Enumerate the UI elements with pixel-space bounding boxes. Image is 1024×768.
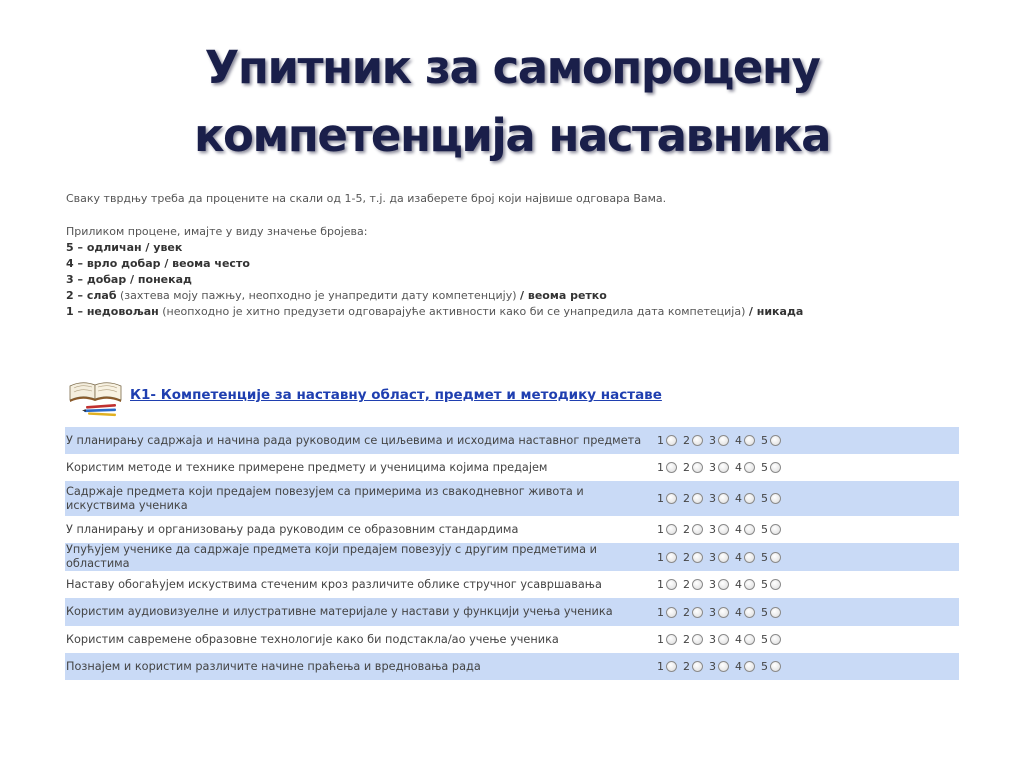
rating-number: 2 [683, 633, 690, 646]
rating-options [657, 434, 787, 447]
table-row [65, 427, 959, 454]
rating-options [657, 606, 787, 619]
rating-number: 1 [657, 605, 664, 619]
rating-option[interactable] [735, 492, 755, 505]
question-text: Користим методе и технике примерене предмету и ученицима којима предајем [66, 460, 548, 474]
book-with-pens-icon [66, 372, 126, 418]
rating-radio[interactable] [744, 607, 755, 618]
rating-radio[interactable] [692, 524, 703, 535]
rating-option[interactable] [761, 492, 781, 505]
section-header [66, 372, 766, 418]
rating-number: 4 [735, 523, 742, 536]
rating-number: 1 [657, 492, 664, 505]
question-text: Садржаје предмета који предајем повезујем са примерима из свакодневног живота и искуствима ученика [66, 484, 584, 512]
rating-radio[interactable] [770, 435, 781, 446]
rating-option[interactable] [683, 606, 703, 619]
rating-options [657, 578, 787, 591]
rating-option[interactable] [683, 633, 703, 646]
rating-option[interactable] [709, 434, 729, 447]
rating-option[interactable] [735, 551, 755, 564]
rating-options [657, 461, 787, 474]
rating-radio[interactable] [692, 607, 703, 618]
page-title-line-2: компетенција наставника [194, 109, 830, 162]
rating-number: 5 [761, 492, 768, 505]
rating-radio[interactable] [744, 552, 755, 563]
rating-radio[interactable] [770, 552, 781, 563]
rating-number: 1 [657, 523, 664, 536]
rating-number: 3 [709, 461, 716, 474]
rating-option[interactable] [761, 551, 781, 564]
rating-option[interactable] [683, 461, 703, 474]
rating-options [657, 633, 787, 646]
rating-radio[interactable] [718, 524, 729, 535]
rating-option[interactable] [683, 578, 703, 591]
scale-legend [66, 240, 966, 320]
rating-radio[interactable] [744, 493, 755, 504]
instruction-text: Сваку тврдњу треба да процените на скали од 1-5, т.ј. да изаберете број који највише одговара Вама. [66, 192, 667, 205]
rating-option[interactable] [657, 492, 677, 505]
rating-option[interactable] [709, 660, 729, 673]
rating-option[interactable] [761, 606, 781, 619]
rating-options [657, 523, 787, 536]
question-text: Упућујем ученике да садржаје предмета који предајем повезују с другим предметима и областима [66, 543, 597, 570]
rating-radio[interactable] [718, 435, 729, 446]
rating-option[interactable] [761, 578, 781, 591]
rating-radio[interactable] [666, 634, 677, 645]
rating-radio[interactable] [770, 462, 781, 473]
rating-number: 3 [709, 578, 716, 591]
scale-label: 5 – одличан / увек [66, 241, 183, 254]
table-row [65, 653, 959, 680]
rating-number: 3 [709, 660, 716, 673]
rating-number: 5 [761, 461, 768, 474]
rating-number: 4 [735, 492, 742, 505]
rating-option[interactable] [735, 660, 755, 673]
rating-option[interactable] [657, 633, 677, 646]
table-row [65, 516, 959, 543]
scale-frequency: / веома ретко [520, 289, 607, 302]
rating-number: 1 [657, 550, 664, 564]
rating-options [657, 492, 787, 505]
rating-number: 2 [683, 492, 690, 505]
rating-radio[interactable] [692, 579, 703, 590]
scale-item [66, 288, 966, 304]
table-row [65, 481, 959, 516]
rating-radio[interactable] [718, 661, 729, 672]
rating-option[interactable] [709, 606, 729, 619]
rating-option[interactable] [683, 660, 703, 673]
rating-number: 2 [683, 523, 690, 536]
table-row [65, 626, 959, 653]
table-row [65, 598, 959, 626]
rating-number: 1 [657, 578, 664, 591]
rating-radio[interactable] [666, 607, 677, 618]
rating-radio[interactable] [770, 661, 781, 672]
rating-option[interactable] [709, 523, 729, 536]
rating-radio[interactable] [692, 493, 703, 504]
page-title-line-1: Упитник за самопроцену [204, 41, 820, 94]
rating-option[interactable] [761, 633, 781, 646]
question-text: Познајем и користим различите начине праћења и вредновања рада [66, 659, 481, 673]
rating-number: 3 [709, 434, 716, 447]
question-text: У планирању садржаја и начина рада руководим се циљевима и исходима наставног предмета [66, 433, 642, 447]
rating-radio[interactable] [770, 607, 781, 618]
rating-number: 4 [735, 550, 742, 564]
rating-radio[interactable] [770, 634, 781, 645]
question-text: Користим аудиовизуелне и илустративне материјале у настави у функцији учења ученика [66, 605, 613, 618]
rating-number: 3 [709, 550, 716, 564]
rating-number: 4 [735, 578, 742, 591]
rating-radio[interactable] [744, 661, 755, 672]
rating-radio[interactable] [666, 435, 677, 446]
rating-radio[interactable] [718, 493, 729, 504]
rating-radio[interactable] [692, 634, 703, 645]
table-row [65, 571, 959, 598]
rating-number: 5 [761, 434, 768, 447]
rating-radio[interactable] [770, 579, 781, 590]
rating-number: 3 [709, 605, 716, 619]
question-text: Наставу обогаћујем искуствима стеченим кроз различите облике стручног усавршавања [66, 577, 602, 591]
scale-label: 4 – врло добар / веома често [66, 257, 250, 270]
rating-options [657, 660, 787, 673]
rating-option[interactable] [761, 523, 781, 536]
rating-options [657, 551, 787, 564]
instructions [66, 191, 966, 320]
table-row [65, 543, 959, 571]
rating-radio[interactable] [744, 579, 755, 590]
rating-option[interactable] [657, 461, 677, 474]
questionnaire-table [65, 427, 959, 680]
rating-option[interactable] [683, 434, 703, 447]
rating-radio[interactable] [770, 493, 781, 504]
rating-option[interactable] [657, 606, 677, 619]
rating-number: 2 [683, 434, 690, 447]
rating-radio[interactable] [718, 552, 729, 563]
rating-number: 4 [735, 461, 742, 474]
rating-option[interactable] [657, 551, 677, 564]
section-title-link[interactable]: К1- Компетенције за наставну област, предмет и методику наставе [130, 387, 662, 403]
rating-option[interactable] [709, 492, 729, 505]
rating-radio[interactable] [692, 661, 703, 672]
rating-number: 4 [735, 605, 742, 619]
question-text: Користим савремене образовне технологије како би подстакла/ао учење ученика [66, 632, 559, 646]
rating-number: 5 [761, 550, 768, 564]
rating-radio[interactable] [744, 462, 755, 473]
rating-number: 1 [657, 461, 664, 474]
rating-option[interactable] [683, 523, 703, 536]
rating-option[interactable] [761, 660, 781, 673]
question-text: У планирању и организовању рада руководим се образовним стандардима [66, 522, 519, 536]
rating-option[interactable] [761, 461, 781, 474]
table-row [65, 454, 959, 481]
rating-option[interactable] [657, 578, 677, 591]
rating-number: 1 [657, 633, 664, 646]
rating-number: 3 [709, 633, 716, 646]
rating-radio[interactable] [692, 435, 703, 446]
rating-number: 2 [683, 605, 690, 619]
rating-radio[interactable] [666, 661, 677, 672]
rating-option[interactable] [709, 578, 729, 591]
rating-option[interactable] [683, 551, 703, 564]
rating-option[interactable] [683, 492, 703, 505]
scale-label: 2 – слаб [66, 289, 117, 302]
rating-number: 2 [683, 660, 690, 673]
rating-number: 5 [761, 660, 768, 673]
rating-option[interactable] [735, 606, 755, 619]
rating-option[interactable] [709, 633, 729, 646]
rating-option[interactable] [709, 461, 729, 474]
rating-option[interactable] [735, 578, 755, 591]
rating-number: 2 [683, 461, 690, 474]
rating-radio[interactable] [666, 552, 677, 563]
rating-radio[interactable] [718, 462, 729, 473]
rating-radio[interactable] [666, 462, 677, 473]
rating-number: 4 [735, 660, 742, 673]
rating-number: 3 [709, 492, 716, 505]
rating-number: 2 [683, 578, 690, 591]
scale-label: 1 – недовољан [66, 305, 159, 318]
rating-radio[interactable] [718, 579, 729, 590]
rating-option[interactable] [761, 434, 781, 447]
rating-radio[interactable] [692, 552, 703, 563]
scale-item [66, 304, 966, 320]
rating-number: 1 [657, 434, 664, 447]
rating-number: 5 [761, 523, 768, 536]
scale-note: (захтева моју пажњу, неопходно је унапредити дату компетенцију) [116, 289, 521, 302]
rating-number: 4 [735, 434, 742, 447]
rating-radio[interactable] [744, 435, 755, 446]
rating-number: 5 [761, 605, 768, 619]
scale-item [66, 272, 966, 288]
rating-radio[interactable] [718, 634, 729, 645]
rating-radio[interactable] [666, 579, 677, 590]
rating-option[interactable] [657, 434, 677, 447]
rating-number: 2 [683, 550, 690, 564]
rating-option[interactable] [709, 551, 729, 564]
scale-frequency: / никада [748, 305, 804, 318]
rating-radio[interactable] [692, 462, 703, 473]
rating-option[interactable] [735, 434, 755, 447]
rating-number: 3 [709, 523, 716, 536]
rating-number: 4 [735, 633, 742, 646]
rating-option[interactable] [735, 633, 755, 646]
rating-number: 1 [657, 660, 664, 673]
scale-item [66, 256, 966, 272]
legend-heading: Приликом процене, имајте у виду значење бројева: [66, 225, 368, 238]
page-title [0, 34, 1024, 170]
rating-radio[interactable] [744, 634, 755, 645]
scale-note: (неопходно је хитно предузети одговарајуће активности како би се унапредила дата компетеција) [158, 305, 749, 318]
rating-radio[interactable] [718, 607, 729, 618]
rating-option[interactable] [657, 660, 677, 673]
rating-number: 5 [761, 633, 768, 646]
rating-radio[interactable] [666, 493, 677, 504]
scale-item [66, 240, 966, 256]
rating-option[interactable] [735, 523, 755, 536]
rating-option[interactable] [735, 461, 755, 474]
rating-radio[interactable] [666, 524, 677, 535]
rating-radio[interactable] [744, 524, 755, 535]
scale-label: 3 – добар / понекад [66, 273, 192, 286]
rating-radio[interactable] [770, 524, 781, 535]
rating-number: 5 [761, 578, 768, 591]
rating-option[interactable] [657, 523, 677, 536]
